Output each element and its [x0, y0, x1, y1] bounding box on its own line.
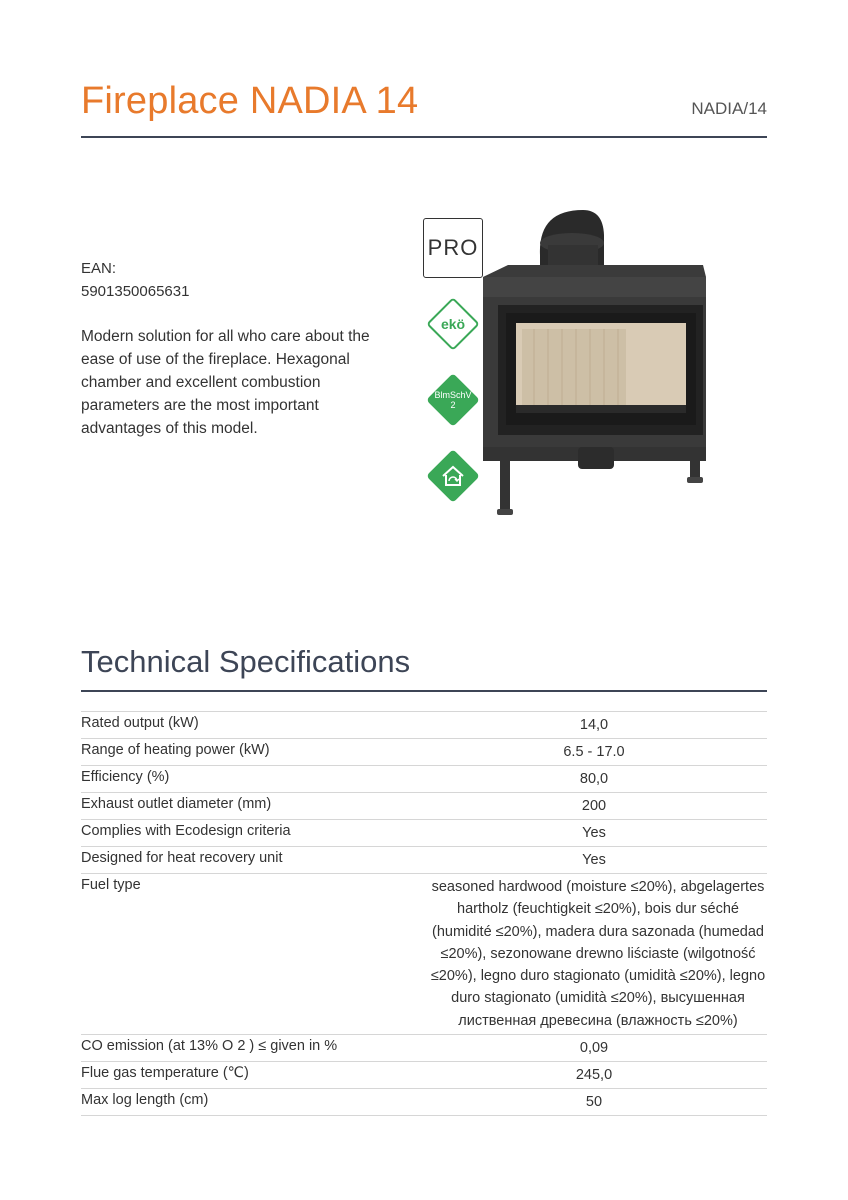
spec-label: Complies with Ecodesign criteria [81, 823, 291, 839]
spec-value: 50 [585, 1094, 603, 1111]
spec-label: Flue gas temperature (℃) [81, 1065, 249, 1082]
table-row [81, 1089, 767, 1116]
spec-value: seasoned hardwood (moisture ≤20%), abgelagertes hartholz (feuchtigkeit ≤20%), bois dur séché (humidité ≤20%), madera dura sazonada (humedad ≤20%), sezonowane drewno liściaste (wilgotność ≤20%), legno duro stagionato (umidità ≤20%), legno duro stagionato (umidità ≤20%), высушенная лиственная древесина (влажность ≤20%) [430, 879, 766, 1029]
table-row [81, 712, 767, 739]
table-row [81, 1035, 767, 1062]
blmschv-badge [427, 374, 479, 426]
spec-value: Yes [582, 852, 606, 868]
ean-value: 5901350065631 [81, 283, 190, 300]
spec-label: Range of heating power (kW) [81, 742, 270, 758]
specs-table [81, 711, 767, 1116]
table-row [81, 820, 767, 847]
table-row [81, 1062, 767, 1089]
spec-label: Efficiency (%) [81, 769, 170, 785]
house-recycle-icon [438, 461, 468, 491]
heat-recovery-badge [427, 450, 479, 502]
spec-label: Fuel type [81, 877, 141, 893]
blmschv-badge-line2: 2 [450, 400, 456, 410]
ean-label: EAN: [81, 260, 117, 277]
table-row [81, 766, 767, 793]
pro-badge-label: PRO [427, 235, 479, 260]
product-code: NADIA/14 [691, 99, 767, 118]
spec-label: CO emission (at 13% O 2 ) ≤ given in % [81, 1038, 338, 1055]
eko-badge [427, 298, 479, 350]
spec-label: Designed for heat recovery unit [81, 850, 283, 866]
table-row [81, 847, 767, 874]
spec-value: Yes [582, 825, 606, 841]
eko-badge-label: ekö [440, 316, 466, 332]
spec-value: 0,09 [579, 1040, 609, 1057]
product-description: Modern solution for all who care about the ease of use of the fireplace. Hexagonal chamber and excellent combustion parameters are the most important advantages of this model. [81, 328, 370, 437]
table-row [81, 739, 767, 766]
table-row [81, 793, 767, 820]
spec-value: 14,0 [579, 717, 609, 733]
page-header [81, 78, 767, 138]
specs-title: Technical Specifications [81, 644, 411, 679]
specs-header [81, 642, 767, 692]
table-row [81, 874, 767, 1035]
spec-value: 245,0 [575, 1067, 613, 1084]
spec-value: 80,0 [579, 771, 609, 787]
page-title: Fireplace NADIA 14 [81, 80, 419, 122]
spec-label: Exhaust outlet diameter (mm) [81, 796, 272, 812]
spec-value: 200 [581, 798, 607, 814]
spec-label: Rated output (kW) [81, 715, 199, 731]
spec-value: 6.5 - 17.0 [563, 744, 625, 760]
blmschv-badge-line1: BlmSchV [434, 390, 472, 400]
fireplace-image [478, 205, 724, 525]
pro-badge [423, 218, 483, 278]
spec-label: Max log length (cm) [81, 1092, 209, 1109]
